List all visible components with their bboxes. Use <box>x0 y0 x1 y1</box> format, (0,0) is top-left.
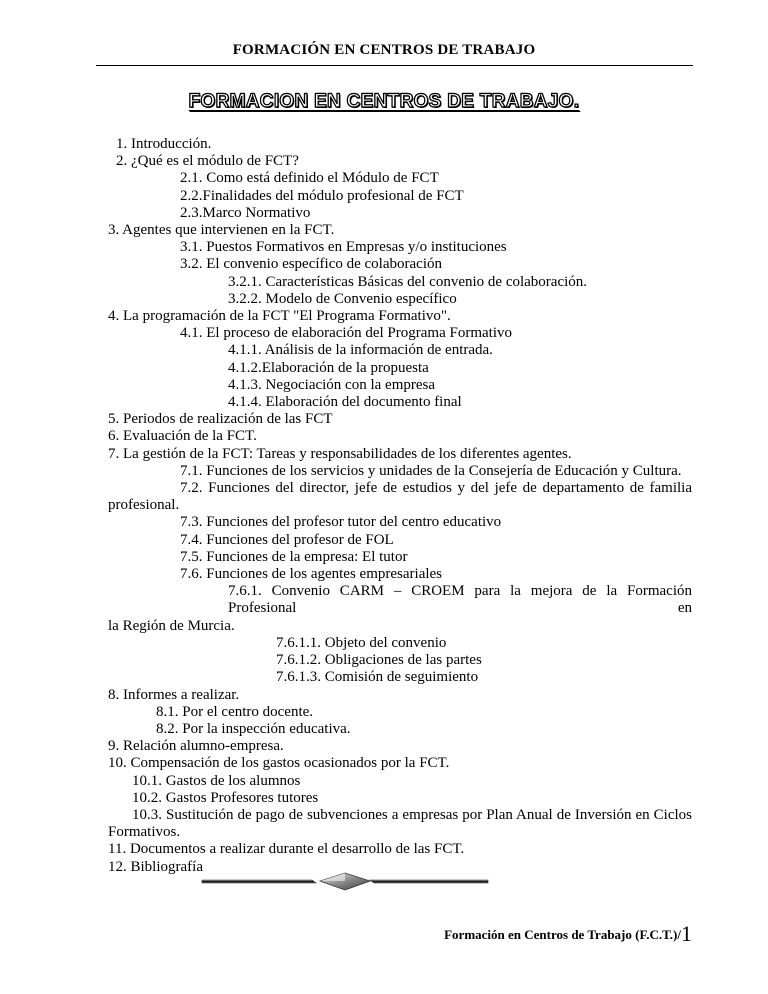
toc-entry-text: 8. Informes a realizar. <box>108 686 240 703</box>
toc-entry-text: 4.1. El proceso de elaboración del Programa Formativo <box>180 325 512 342</box>
toc-entry-3-2-1 <box>228 274 768 291</box>
header-rule <box>96 65 693 66</box>
toc-entry-text: 7.1. Funciones de los servicios y unidades de la Consejería de Educación y Cultura. <box>180 462 682 479</box>
toc-entry-2-1 <box>180 170 768 187</box>
toc-entry-7-6-1 <box>228 583 692 617</box>
toc-entry-7-3 <box>180 514 768 531</box>
toc-entry-text: 3. Agentes que intervienen en la FCT. <box>108 222 335 239</box>
toc-entry-7-2 <box>180 480 692 497</box>
toc-entry-4-1 <box>180 325 768 342</box>
toc-entry-3-1 <box>180 239 768 256</box>
footer-label: Formación en Centros de Trabajo (F.C.T.)/ <box>444 927 681 942</box>
toc-entry-4-1-3 <box>228 377 768 394</box>
toc-entry-7-5 <box>180 549 768 566</box>
toc-entry-text: 7.4. Funciones del profesor de FOL <box>180 531 394 548</box>
toc-entry-text: 6. Evaluación de la FCT. <box>108 428 257 445</box>
toc-entry-text: 7. La gestión de la FCT: Tareas y responsabilidades de los diferentes agentes. <box>108 445 572 462</box>
toc-entry-text: 3.1. Puestos Formativos en Empresas y/o instituciones <box>180 239 507 256</box>
toc-entry-8 <box>108 687 768 704</box>
page-number: 1 <box>681 921 692 946</box>
toc-entry-7-6 <box>180 566 768 583</box>
toc-entry-text: 7.6.1.3. Comisión de seguimiento <box>276 669 479 686</box>
toc-entry-text: 3.2.1. Características Básicas del convenio de colaboración. <box>228 273 588 290</box>
toc-entry-text: 2.2.Finalidades del módulo profesional de FCT <box>180 187 464 204</box>
toc-entry-text: profesional. <box>108 497 180 514</box>
running-header: FORMACIÓN EN CENTROS DE TRABAJO <box>232 42 536 58</box>
toc-entry-text: 12. Bibliografía <box>108 858 203 875</box>
toc-entry-2-2 <box>180 188 768 205</box>
toc-entry-5 <box>108 411 768 428</box>
toc-entry-text: Formativos. <box>108 824 181 841</box>
toc-entry-text: 4.1.4. Elaboración del documento final <box>228 394 462 411</box>
toc-entry-text: 10.1. Gastos de los alumnos <box>132 772 301 789</box>
toc-entry-text: 10.2. Gastos Profesores tutores <box>132 789 319 806</box>
toc-entry-4-1-4 <box>228 394 768 411</box>
toc-entry-text: 3.2. El convenio específico de colaboración <box>180 256 442 273</box>
toc-entry-text: 9. Relación alumno-empresa. <box>108 738 284 755</box>
toc-entry-text: 4.1.2.Elaboración de la propuesta <box>228 359 429 376</box>
toc-entry-text: 7.6.1. Convenio CARM – CROEM para la mejora de la Formación Profesional en <box>228 583 692 617</box>
toc-entry-11 <box>108 841 768 858</box>
toc-entry-2-3 <box>180 205 768 222</box>
toc-entry-text: 7.5. Funciones de la empresa: El tutor <box>180 548 408 565</box>
toc-entry-text: 11. Documentos a realizar durante el desarrollo de las FCT. <box>108 841 465 858</box>
page-footer <box>0 921 692 947</box>
document-title: FORMACION EN CENTROS DE TRABAJO. <box>188 91 580 112</box>
toc-entry-8-2 <box>156 721 768 738</box>
toc-entry-text: 4.1.1. Análisis de la información de entrada. <box>228 342 493 359</box>
toc-entry-4 <box>108 308 768 325</box>
toc-entry-3-2-2 <box>228 291 768 308</box>
toc-entry-text: 2.3.Marco Normativo <box>180 204 311 221</box>
toc-entry-7 <box>108 446 768 463</box>
toc-entry-7-6-1-cont <box>108 618 768 635</box>
toc-entry-text: 1. Introducción. <box>116 136 212 152</box>
toc-entry-text: 7.3. Funciones del profesor tutor del centro educativo <box>180 514 502 531</box>
toc-entry-9 <box>108 738 768 755</box>
toc-entry-2 <box>116 153 768 170</box>
toc-entry-text: 2. ¿Qué es el módulo de FCT? <box>116 153 299 170</box>
divider-ornament-icon <box>200 872 490 892</box>
toc-entry-7-6-1-2 <box>276 652 768 669</box>
toc-entry-6 <box>108 428 768 445</box>
toc-entry-text: 2.1. Como está definido el Módulo de FCT <box>180 170 439 187</box>
toc-entry-text: 8.2. Por la inspección educativa. <box>156 720 351 737</box>
toc-entry-text: 7.2. Funciones del director, jefe de estudios y del jefe de departamento de familia <box>180 480 692 497</box>
toc-entry-text: 4. La programación de la FCT "El Programa Formativo". <box>108 308 451 325</box>
toc-entry-text: la Región de Murcia. <box>108 617 235 634</box>
toc-entry-4-1-2 <box>228 360 768 377</box>
toc-entry-10 <box>108 755 768 772</box>
table-of-contents <box>0 136 768 876</box>
toc-entry-3-2 <box>180 256 768 273</box>
toc-entry-text: 10.3. Sustitución de pago de subvenciones a empresas por Plan Anual de Inversión en Ciclos <box>132 806 692 823</box>
toc-entry-text: 8.1. Por el centro docente. <box>156 703 314 720</box>
toc-entry-1 <box>116 136 768 153</box>
toc-entry-7-4 <box>180 532 768 549</box>
toc-entry-3 <box>108 222 768 239</box>
toc-entry-8-1 <box>156 704 768 721</box>
toc-entry-text: 5. Periodos de realización de las FCT <box>108 411 333 428</box>
toc-entry-7-6-1-3 <box>276 669 768 686</box>
toc-entry-text: 4.1.3. Negociación con la empresa <box>228 376 436 393</box>
toc-entry-text: 7.6.1.1. Objeto del convenio <box>276 634 447 651</box>
toc-entry-text: 10. Compensación de los gastos ocasionados por la FCT. <box>108 755 450 772</box>
toc-entry-10-2 <box>132 790 768 807</box>
toc-entry-7-6-1-1 <box>276 635 768 652</box>
toc-entry-text: 7.6.1.2. Obligaciones de las partes <box>276 652 482 669</box>
toc-entry-text: 7.6. Funciones de los agentes empresariales <box>180 566 443 583</box>
toc-entry-10-1 <box>132 773 768 790</box>
toc-entry-10-3 <box>132 807 692 824</box>
toc-entry-7-2-cont <box>108 497 768 514</box>
toc-entry-text: 3.2.2. Modelo de Convenio específico <box>228 290 457 307</box>
toc-entry-4-1-1 <box>228 342 768 359</box>
toc-entry-7-1 <box>180 463 768 480</box>
toc-entry-10-3-cont <box>108 824 768 841</box>
